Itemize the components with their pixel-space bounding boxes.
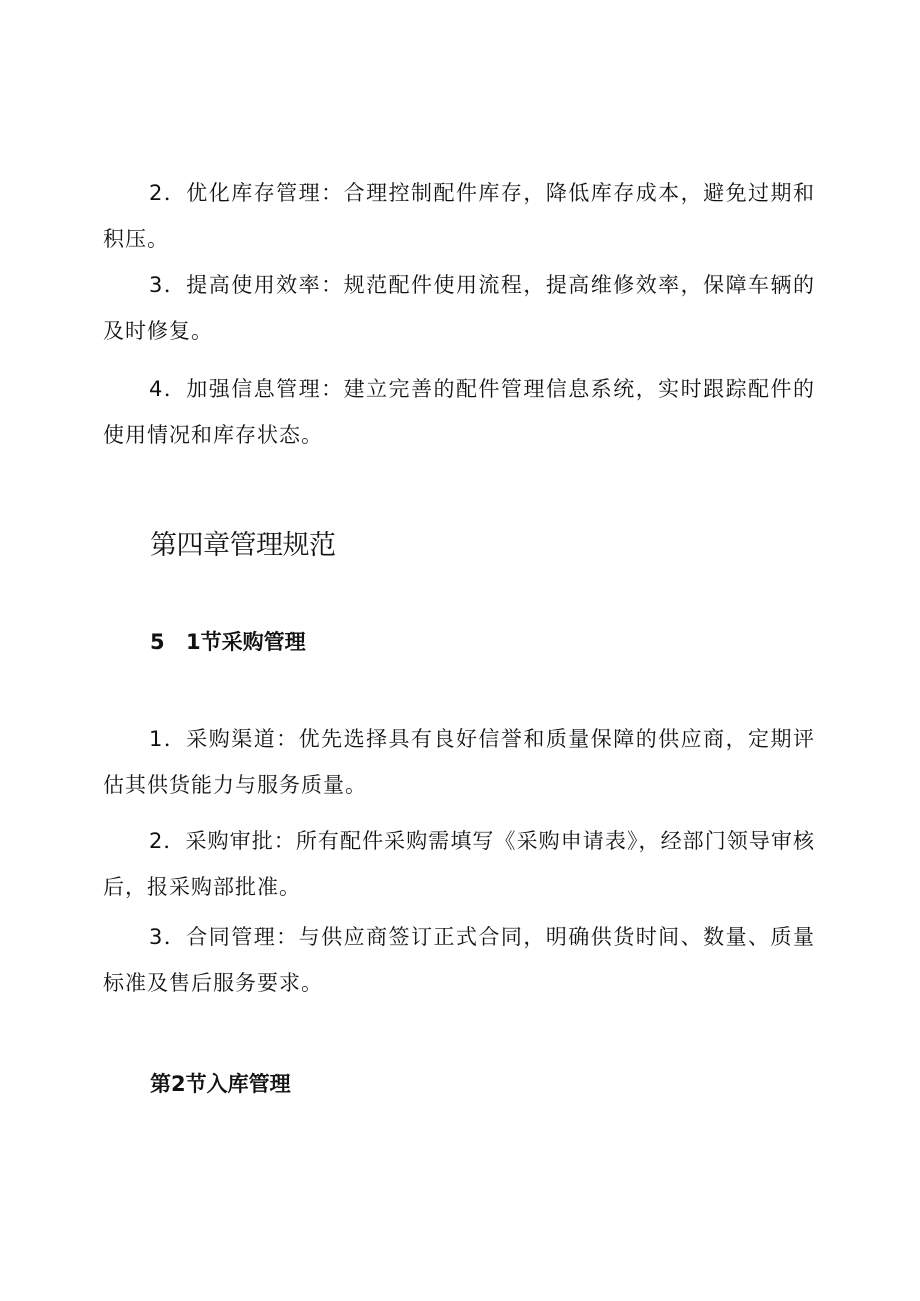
- section-heading-procurement: [150, 624, 306, 660]
- chapter-title: 第四章管理规范: [150, 530, 336, 561]
- section-heading-warehousing: [150, 1066, 291, 1102]
- paragraph-improve-efficiency: 3．提高使用效率：规范配件使用流程，提高维修效率，保障车辆的及时修复。: [103, 273, 815, 343]
- paragraph-contract-management: 3．合同管理：与供应商签订正式合同，明确供货时间、数量、质量标准及售后服务要求。: [103, 925, 815, 995]
- paragraph-optimize-inventory: 2．优化库存管理：合理控制配件库存，降低库存成本，避免过期和积压。: [103, 181, 815, 251]
- section-title: 第2节入库管理: [150, 1072, 291, 1096]
- paragraph-procurement-approval: 2．采购审批：所有配件采购需填写《采购申请表》，经部门领导审核后，报采购部批准。: [103, 829, 815, 899]
- paragraph-procurement-channel: 1．采购渠道：优先选择具有良好信誉和质量保障的供应商，定期评估其供货能力与服务质量。: [103, 727, 815, 797]
- section-number: 5: [150, 630, 165, 654]
- paragraph-information-management: 4．加强信息管理：建立完善的配件管理信息系统，实时跟踪配件的使用情况和库存状态。: [103, 377, 815, 447]
- section-title: 1节采购管理: [186, 630, 306, 654]
